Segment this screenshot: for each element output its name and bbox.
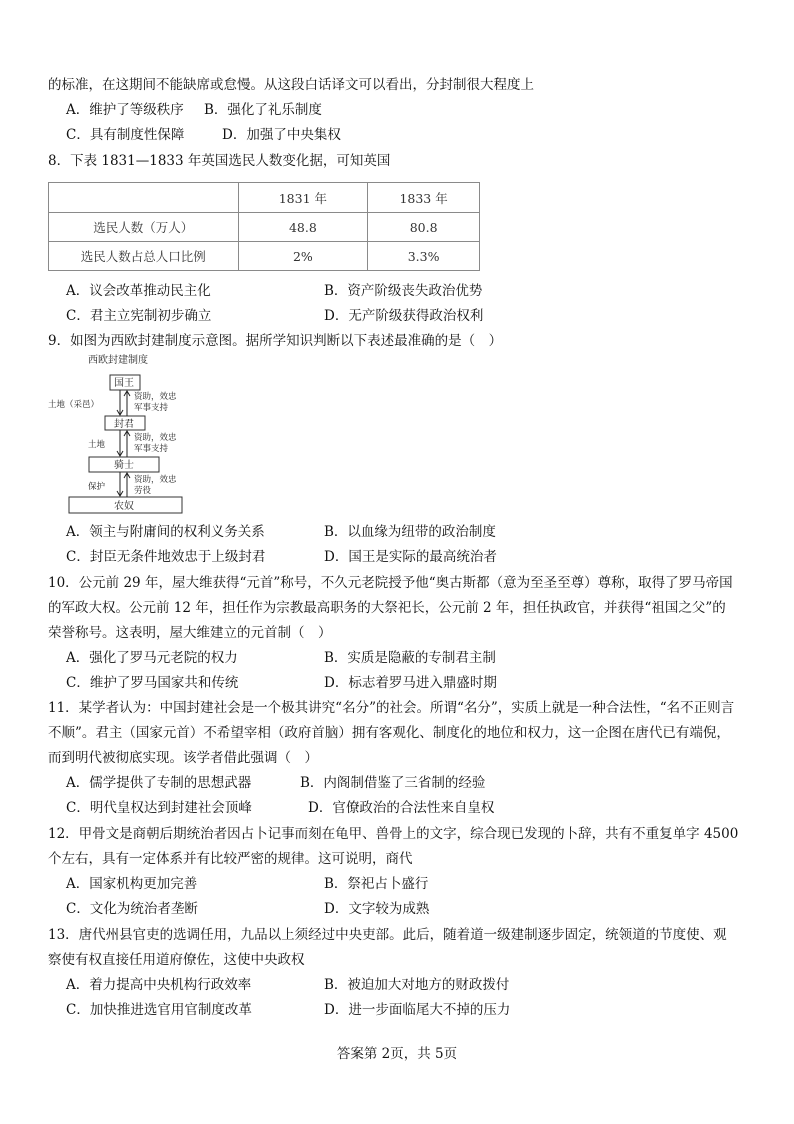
up-label-2a: 资助，效忠 (134, 433, 177, 443)
q12-option-c: C．文化为统治者垄断 (66, 901, 198, 917)
q9-option-d: D．国王是实际的最高统治者 (324, 549, 497, 565)
down-label-3: 保护 (88, 482, 106, 492)
q7-option-d: D．加强了中央集权 (222, 127, 341, 143)
table-row (49, 213, 480, 242)
table-header-row (49, 183, 480, 213)
q9-option-c: C．封臣无条件地效忠于上级封君 (66, 549, 266, 565)
table-cell: 48.8 (238, 213, 368, 242)
q11-option-a: A．儒学提供了专制的思想武器 (66, 775, 252, 791)
q11-option-b: B．内阁制借鉴了三省制的经验 (300, 775, 486, 791)
q12-option-b: B．祭祀占卜盛行 (324, 876, 429, 892)
page-footer: 答案第 2页，共 5页 (336, 1046, 458, 1062)
question-13-line-1: 13．唐代州县官吏的选调任用，九品以上须经过中央吏部。此后，随着道一级建制逐步固定，统领道的节度使、观 (48, 927, 727, 943)
label-lord: 封君 (114, 419, 134, 430)
question-8-stem: 8．下表 1831—1833 年英国选民人数变化据，可知英国 (48, 153, 391, 169)
q11-option-d: D．官僚政治的合法性来自皇权 (308, 800, 495, 816)
table-header-cell: 1833 年 (368, 183, 480, 213)
question-11-line-1: 11．某学者认为：中国封建社会是一个极其讲究“名分”的社会。所谓“名分”，实质上就是一种合法性，“名不正则言 (48, 700, 735, 716)
feudal-system-diagram (48, 352, 208, 517)
up-label-3a: 资助，效忠 (134, 475, 177, 485)
table-row (49, 242, 480, 271)
table-cell: 3.3% (368, 242, 480, 271)
q13-option-a: A．着力提高中央机构行政效率 (66, 977, 252, 993)
table-header-cell (49, 183, 239, 213)
q12-option-a: A．国家机构更加完善 (66, 876, 198, 892)
table-cell: 选民人数（万人） (49, 213, 239, 242)
up-label-1b: 军事支持 (134, 403, 169, 413)
q7-option-c: C．具有制度性保障 (66, 127, 185, 143)
up-label-3b: 劳役 (134, 486, 152, 496)
question-11-line-3: 而到明代被彻底实现。该学者借此强调（ ） (48, 750, 318, 766)
label-knight: 骑士 (114, 460, 134, 471)
q13-option-b: B．被迫加大对地方的财政拨付 (324, 977, 510, 993)
question-10-line-3: 荣誉称号。这表明，屋大维建立的元首制（ ） (48, 625, 332, 641)
q8-option-d: D．无产阶级获得政治权利 (324, 308, 484, 324)
down-label-1: 土地（采邑） (48, 400, 100, 410)
q10-option-b: B．实质是隐蔽的专制君主制 (324, 650, 496, 666)
q9-option-b: B．以血缘为纽带的政治制度 (324, 524, 496, 540)
q13-option-d: D．进一步面临尾大不掉的压力 (324, 1002, 511, 1018)
down-label-2: 土地 (88, 440, 106, 450)
question-10-line-2: 的军政大权。公元前 12 年，担任作为宗教最高职务的大祭祀长，公元前 2 年，担任执政官，并获得“祖国之父”的 (48, 600, 726, 616)
q10-option-c: C．维护了罗马国家共和传统 (66, 675, 239, 691)
table-cell: 2% (238, 242, 368, 271)
q7-option-a: A．维护了等级秩序 (66, 102, 184, 118)
q10-option-a: A．强化了罗马元老院的权力 (66, 650, 238, 666)
question-12-line-1: 12．甲骨文是商朝后期统治者因占卜记事而刻在龟甲、兽骨上的文字，综合现已发现的卜辞，共有不重复单字 4500 (48, 826, 739, 842)
up-label-1a: 资助，效忠 (134, 392, 177, 402)
question-13-line-2: 察使有权直接任用道府僚佐，这使中央政权 (48, 952, 305, 968)
q13-option-c: C．加快推进选官用官制度改革 (66, 1002, 252, 1018)
q10-option-d: D．标志着罗马进入鼎盛时期 (324, 675, 497, 691)
question-9-stem: 9．如图为西欧封建制度示意图。据所学知识判断以下表述最准确的是（ ） (48, 333, 503, 349)
q11-option-c: C．明代皇权达到封建社会顶峰 (66, 800, 252, 816)
question-11-line-2: 不顺”。君主（国家元首）不希望宰相（政府首脑）拥有客观化、制度化的地位和权力，这一企图在唐代已有端倪， (48, 725, 730, 741)
q8-option-a: A．议会改革推动民主化 (66, 283, 211, 299)
q9-option-a: A．领主与附庸间的权利义务关系 (66, 524, 265, 540)
question-10-line-1: 10．公元前 29 年，屋大维获得“元首”称号，不久元老院授予他“奥古斯都（意为至圣至尊）尊称，取得了罗马帝国 (48, 575, 733, 591)
q12-option-d: D．文字较为成熟 (324, 901, 430, 917)
table-header-cell: 1831 年 (238, 183, 368, 213)
up-label-2b: 军事支持 (134, 444, 169, 454)
voter-data-table (48, 182, 480, 271)
table-cell: 选民人数占总人口比例 (49, 242, 239, 271)
diagram-title: 西欧封建制度 (88, 355, 148, 366)
question-7-stem-tail: 的标准，在这期间不能缺席或怠慢。从这段白话译文可以看出，分封制很大程度上 (48, 77, 534, 93)
table-cell: 80.8 (368, 213, 480, 242)
label-king: 国王 (114, 378, 134, 389)
label-serf: 农奴 (114, 501, 134, 512)
q7-option-b: B．强化了礼乐制度 (204, 102, 322, 118)
q8-option-c: C．君主立宪制初步确立 (66, 308, 212, 324)
question-12-line-2: 个左右，具有一定体系并有比较严密的规律。这可说明，商代 (48, 851, 413, 867)
q8-option-b: B．资产阶级丧失政治优势 (324, 283, 483, 299)
